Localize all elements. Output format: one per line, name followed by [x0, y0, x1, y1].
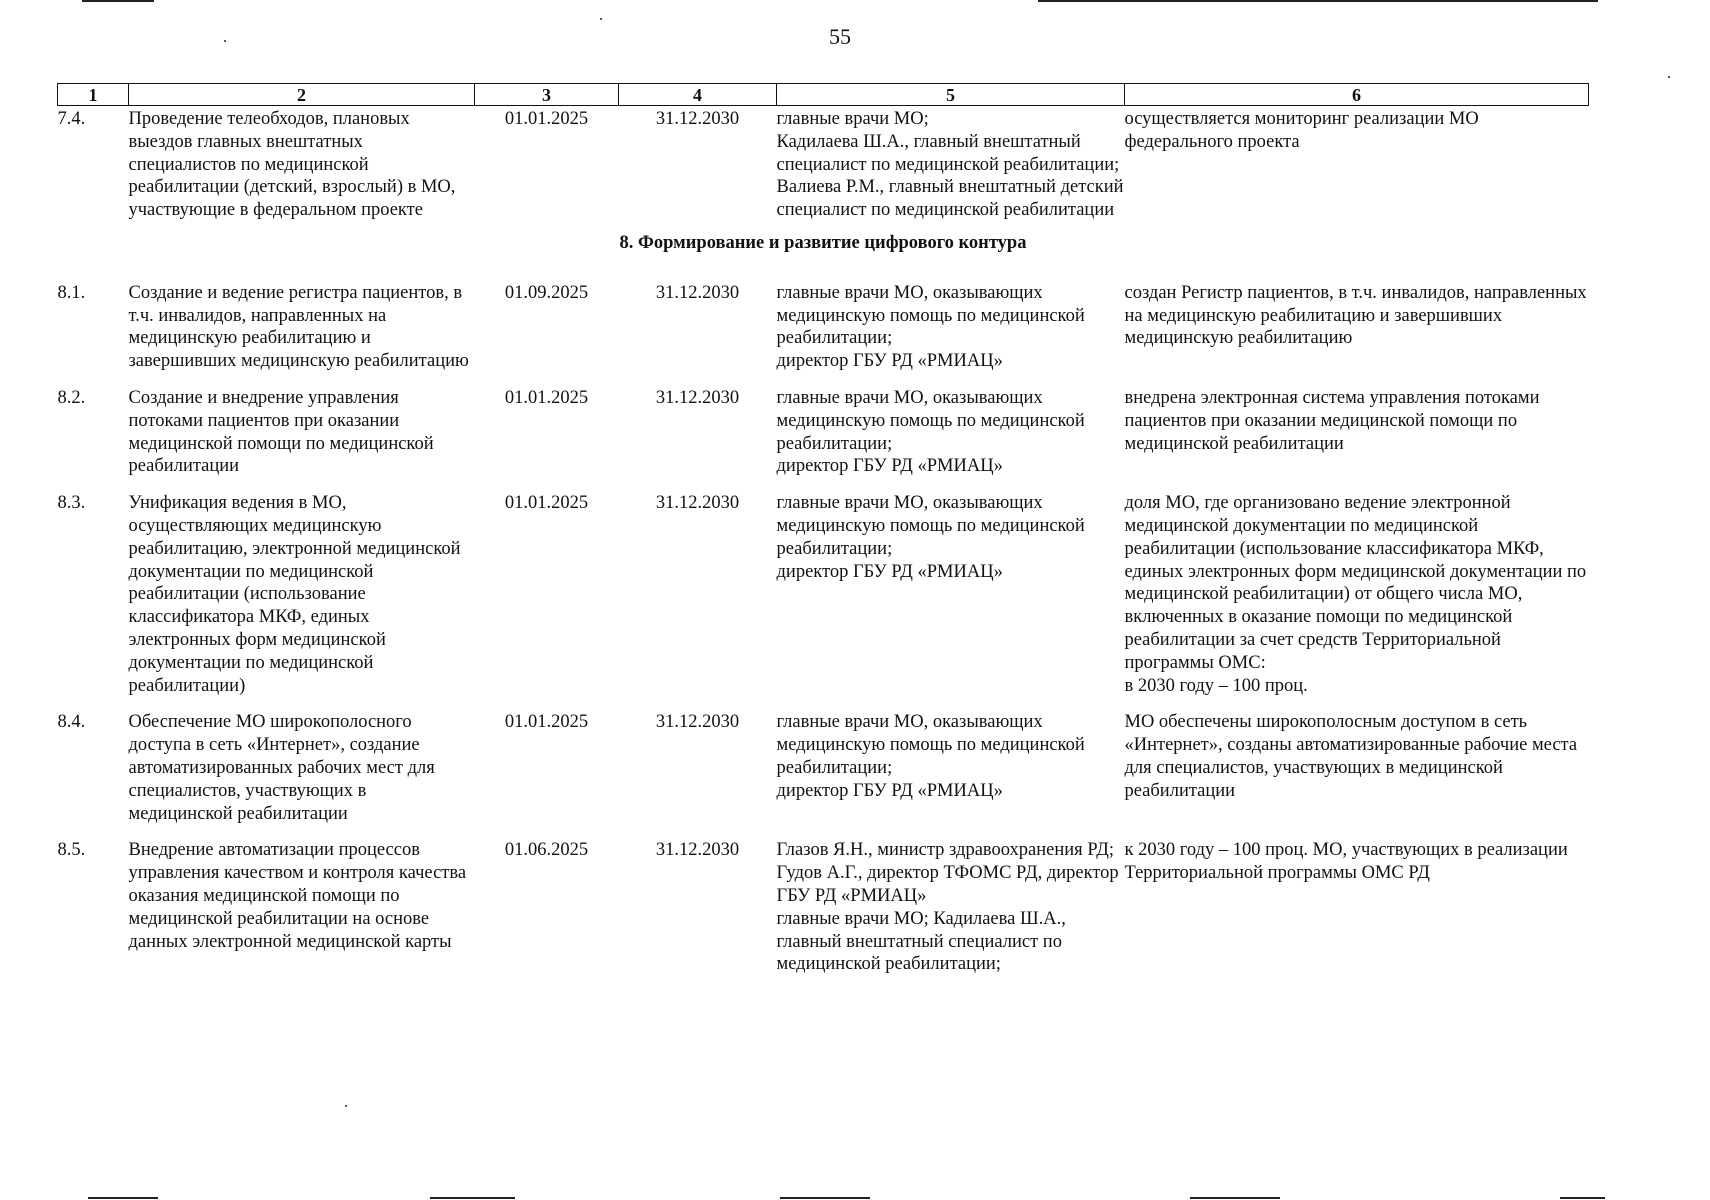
end-date-cell: 31.12.2030 — [655, 840, 740, 861]
task-cell: Унификация ведения в МО, осуществляющих медицинскую реабилитацию, электронной медицинской документации по медицинской реабилитации (использование классификатора МКФ, единых электронных форм медицинской документации по медицинской реабилитации) — [128, 493, 461, 696]
start-date-cell: 01.06.2025 — [504, 840, 589, 861]
responsible-cell: главные врачи МО; Кадилаева Ш.А., главный внештатный специалист по медицинской реабилитации; Валиева Р.М., главный внештатный детский специалист по медицинской реабилитации — [776, 109, 1124, 221]
scan-speck — [600, 18, 602, 20]
result-cell: осуществляется мониторинг реализации МО федерального проекта — [1124, 109, 1479, 152]
task-cell: Внедрение автоматизации процессов управления качеством и контроля качества оказания медицинской помощи по медицинской реабилитации на основе данных электронной медицинской карты — [128, 840, 467, 952]
row-number: 8.1. — [57, 282, 86, 303]
row-number: 8.2. — [57, 387, 86, 408]
scan-edge-top-left — [82, 0, 154, 2]
scan-edge-bottom-mid2 — [780, 1197, 870, 1199]
table-row — [58, 839, 1589, 990]
result-cell: доля МО, где организовано ведение электронной медицинской документации по медицинской реабилитации (использование классификатора МКФ, единых электронных форм медицинской документации по медицинской реабилитации) от общего числа МО, включенных в оказание помощи по медицинской реабилитации за счет средств Территориальной программы ОМС: в 2030 году – 100 проц. — [1124, 493, 1587, 696]
scan-speck — [345, 1105, 347, 1107]
table-row — [58, 282, 1589, 387]
table-row — [58, 711, 1589, 839]
result-cell: МО обеспечены широкополосным доступом в сеть «Интернет», созданы автоматизированные рабочие места для специалистов, участвующих в медицинской реабилитации — [1124, 712, 1578, 801]
table-header — [58, 84, 1589, 106]
page-number: 55 — [829, 24, 851, 49]
task-cell: Обеспечение МО широкополосного доступа в сеть «Интернет», создание автоматизированных рабочих мест для специалистов, участвующих в медицинской реабилитации — [128, 712, 435, 824]
result-cell: создан Регистр пациентов, в т.ч. инвалидов, направленных на медицинскую реабилитацию и завершивших медицинскую реабилитацию — [1124, 282, 1587, 349]
table-row — [58, 387, 1589, 492]
responsible-cell: главные врачи МО, оказывающих медицинскую помощь по медицинской реабилитации; директор ГБУ РД «РМИАЦ» — [776, 493, 1085, 582]
start-date-cell: 01.01.2025 — [504, 493, 589, 514]
plan-table — [57, 83, 1589, 990]
scan-edge-bottom-right — [1190, 1197, 1280, 1199]
task-cell: Проведение телеобходов, плановых выездов главных внештатных специалистов по медицинской реабилитации (детский, взрослый) в МО, участвующие в федеральном проекте — [128, 109, 456, 221]
row-number: 8.3. — [57, 493, 86, 514]
end-date-cell: 31.12.2030 — [655, 493, 740, 514]
column-header-1: 1 — [58, 84, 129, 106]
scan-edge-top-right — [1038, 0, 1598, 2]
column-header-2: 2 — [129, 84, 475, 106]
result-cell: к 2030 году – 100 проц. МО, участвующих в реализации Территориальной программы ОМС РД — [1124, 840, 1568, 884]
responsible-cell: главные врачи МО, оказывающих медицинскую помощь по медицинской реабилитации; директор ГБУ РД «РМИАЦ» — [776, 387, 1085, 477]
table-row — [58, 492, 1589, 711]
column-header-6: 6 — [1125, 84, 1589, 106]
row-number: 8.5. — [57, 840, 86, 861]
end-date-cell: 31.12.2030 — [655, 387, 740, 408]
end-date-cell: 31.12.2030 — [655, 712, 740, 733]
scan-speck — [1668, 76, 1670, 78]
scan-edge-bottom-left — [88, 1197, 158, 1199]
start-date-cell: 01.01.2025 — [504, 109, 589, 129]
start-date-cell: 01.01.2025 — [504, 387, 589, 408]
task-cell: Создание и внедрение управления потоками пациентов при оказании медицинской помощи по медицинской реабилитации — [128, 387, 434, 477]
start-date-cell: 01.01.2025 — [504, 712, 589, 733]
row-number: 7.4. — [57, 109, 86, 129]
end-date-cell: 31.12.2030 — [655, 282, 740, 303]
end-date-cell: 31.12.2030 — [655, 109, 740, 129]
section-heading-row — [58, 228, 1589, 282]
responsible-cell: Глазов Я.Н., министр здравоохранения РД; Гудов А.Г., директор ТФОМС РД, директор ГБУ РД «РМИАЦ» главные врачи МО; Кадилаева Ш.А., главный внештатный специалист по медицинской реабилитации; — [776, 840, 1119, 975]
start-date-cell: 01.09.2025 — [504, 282, 589, 303]
column-header-5: 5 — [777, 84, 1125, 106]
responsible-cell: главные врачи МО, оказывающих медицинскую помощь по медицинской реабилитации; директор ГБУ РД «РМИАЦ» — [776, 712, 1085, 801]
column-header-4: 4 — [619, 84, 777, 106]
scan-edge-bottom-mid — [430, 1197, 515, 1199]
scan-edge-bottom-right2 — [1560, 1197, 1605, 1199]
result-cell: внедрена электронная система управления потоками пациентов при оказании медицинской помощи по медицинской реабилитации — [1124, 387, 1540, 454]
section-title: 8. Формирование и развитие цифрового контура — [619, 232, 1027, 253]
row-number: 8.4. — [57, 712, 86, 733]
column-header-3: 3 — [475, 84, 619, 106]
task-cell: Создание и ведение регистра пациентов, в т.ч. инвалидов, направленных на медицинскую реабилитацию и завершивших медицинскую реабилитацию — [128, 282, 469, 372]
responsible-cell: главные врачи МО, оказывающих медицинскую помощь по медицинской реабилитации; директор ГБУ РД «РМИАЦ» — [776, 282, 1085, 372]
table-row — [58, 106, 1589, 228]
